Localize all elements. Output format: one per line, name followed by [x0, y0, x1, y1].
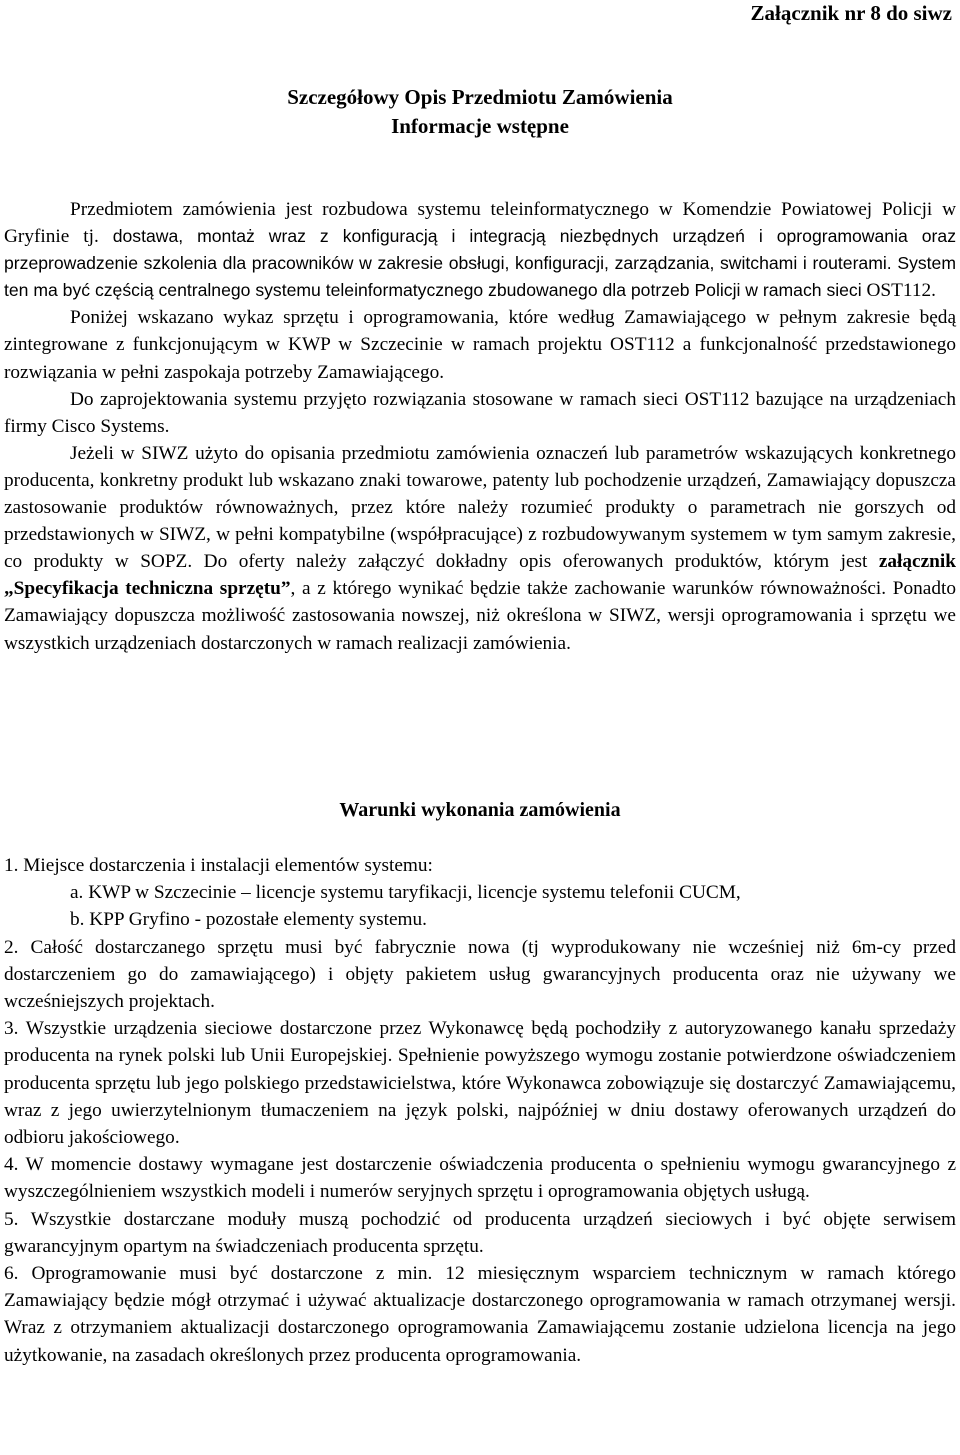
document-title: Szczegółowy Opis Przedmiotu Zamówienia — [287, 85, 673, 109]
condition-item-3: 3. Wszystkie urządzenia sieciowe dostarczone przez Wykonawcę będą pochodziły z autoryzowanego kanału sprzedaży producenta na rynek polski lub Unii Europejskiej. Spełnienie powyższego wymogu zostanie potwierdzone oświadczeniem producenta sprzętu lub jego polskiego przedstawicielstwa, które Wykonawca zobowiązuje się dostarczyć Zamawiającemu, wraz z jego uwierzytelnionym tłumaczeniem na język polski, najpóźniej w dniu dostawy oferowanych urządzeń do odbioru jakościowego. — [4, 1018, 956, 1149]
condition-item-2: 2. Całość dostarczanego sprzętu musi być fabrycznie nowa (tj wyprodukowany nie wcześniej niż 6m-cy przed dostarczeniem go do zamawiającego) i objęty pakietem usług gwarancyjnych producenta oraz nie używany we wcześniejszych projektach. — [4, 936, 956, 1013]
intro-paragraph-4 — [4, 440, 956, 657]
intro-p1-end: OST112. — [866, 280, 936, 302]
document-subtitle: Informacje wstępne — [391, 114, 569, 138]
condition-item-6: 6. Oprogramowanie musi być dostarczone z min. 12 miesięcznym wsparciem technicznym w ramach którego Zamawiający będzie mógł otrzymać i używać aktualizacje dostarczonego oprogramowania w ramach otrzymanej wersji. Wraz z otrzymaniem aktualizacji dostarczonego oprogramowania Zamawiającemu zostanie udzielona licencja na jego użytkowanie, na zasadach określonych przez producenta oprogramowania. — [4, 1263, 956, 1366]
condition-item-1a: a. KWP w Szczecinie – licencje systemu taryfikacji, licencje systemu telefonii CUCM, — [70, 882, 741, 904]
annex-label: Załącznik nr 8 do siwz — [750, 1, 952, 25]
intro-section — [4, 196, 956, 657]
document-page — [4, 0, 956, 1455]
intro-p1-sans: dostawa, montaż wraz z konfiguracją i integracją niezbędnych urządzeń i oprogramowania oraz przeprowadzenie szkolenia dla pracowników w zakresie obsługi, konfiguracji, zarządzania, switchami i routerami. System ten ma być częścią centralnego systemu teleinformatycznego zbudowanego dla potrzeb Policji w ramach sieci — [4, 226, 956, 301]
condition-item-5: 5. Wszystkie dostarczane moduły muszą pochodzić od producenta urządzeń sieciowych i być objęte serwisem gwarancyjnym opartym na świadczeniach producenta sprzętu. — [4, 1208, 956, 1257]
condition-item-4: 4. W momencie dostawy wymagane jest dostarczenie oświadczenia producenta o spełnieniu wymogu gwarancyjnego z wyszczególnieniem wszystkich modeli i numerów seryjnych sprzętu i oprogramowania objętych usługą. — [4, 1154, 956, 1203]
attachment-reference: załącznik „Specyfikacja techniczna sprzętu” — [4, 551, 956, 600]
conditions-list — [4, 852, 956, 1369]
conditions-title: Warunki wykonania zamówienia — [339, 799, 621, 821]
intro-p4-end: , a z którego wynikać będzie także zachowanie warunków równoważności. Ponadto Zamawiający dopuszcza możliwość zastosowania nowszej, niż określona w SIWZ, wersji oprogramowania i sprzętu we wszystkich urządzeniach dostarczonych w ramach realizacji zamówienia. — [4, 578, 956, 654]
condition-item-1: 1. Miejsce dostarczenia i instalacji elementów systemu: — [4, 855, 433, 876]
intro-paragraph-2: Poniżej wskazano wykaz sprzętu i oprogramowania, które według Zamawiającego w pełnym zakresie będą zintegrowane z funkcjonującym w KWP w Szczecinie w ramach projektu OST112 a funkcjonalność przedstawionego rozwiązania w pełni zaspokaja potrzeby Zamawiającego. — [4, 307, 956, 383]
condition-item-1b: b. KPP Gryfino - pozostałe elementy systemu. — [70, 909, 428, 931]
intro-p1-start: Przedmiotem zamówienia jest rozbudowa systemu teleinformatycznego w Komendzie Powiatowej Policji w Gryfinie tj. — [4, 199, 956, 248]
intro-p4-start: Jeżeli w SIWZ użyto do opisania przedmiotu zamówienia oznaczeń lub parametrów wskazujących konkretnego producenta, konkretny produkt lub wskazano znaki towarowe, patenty lub pochodzenie urządzeń, Zamawiający dopuszcza zastosowanie produktów równoważnych, przez które należy rozumieć produkty o parametrach nie gorszych od przedstawionych w SIWZ, w pełni kompatybilne (współpracujące) z rozbudowywanym systemem w tym samym zakresie, co produkty w SOPZ. Do oferty należy załączyć dokładny opis oferowanych produktów, którym jest — [4, 442, 956, 573]
intro-paragraph-3: Do zaprojektowania systemu przyjęto rozwiązania stosowane w ramach sieci OST112 bazujące na urządzeniach firmy Cisco Systems. — [4, 388, 956, 437]
intro-paragraph-1 — [4, 196, 956, 304]
